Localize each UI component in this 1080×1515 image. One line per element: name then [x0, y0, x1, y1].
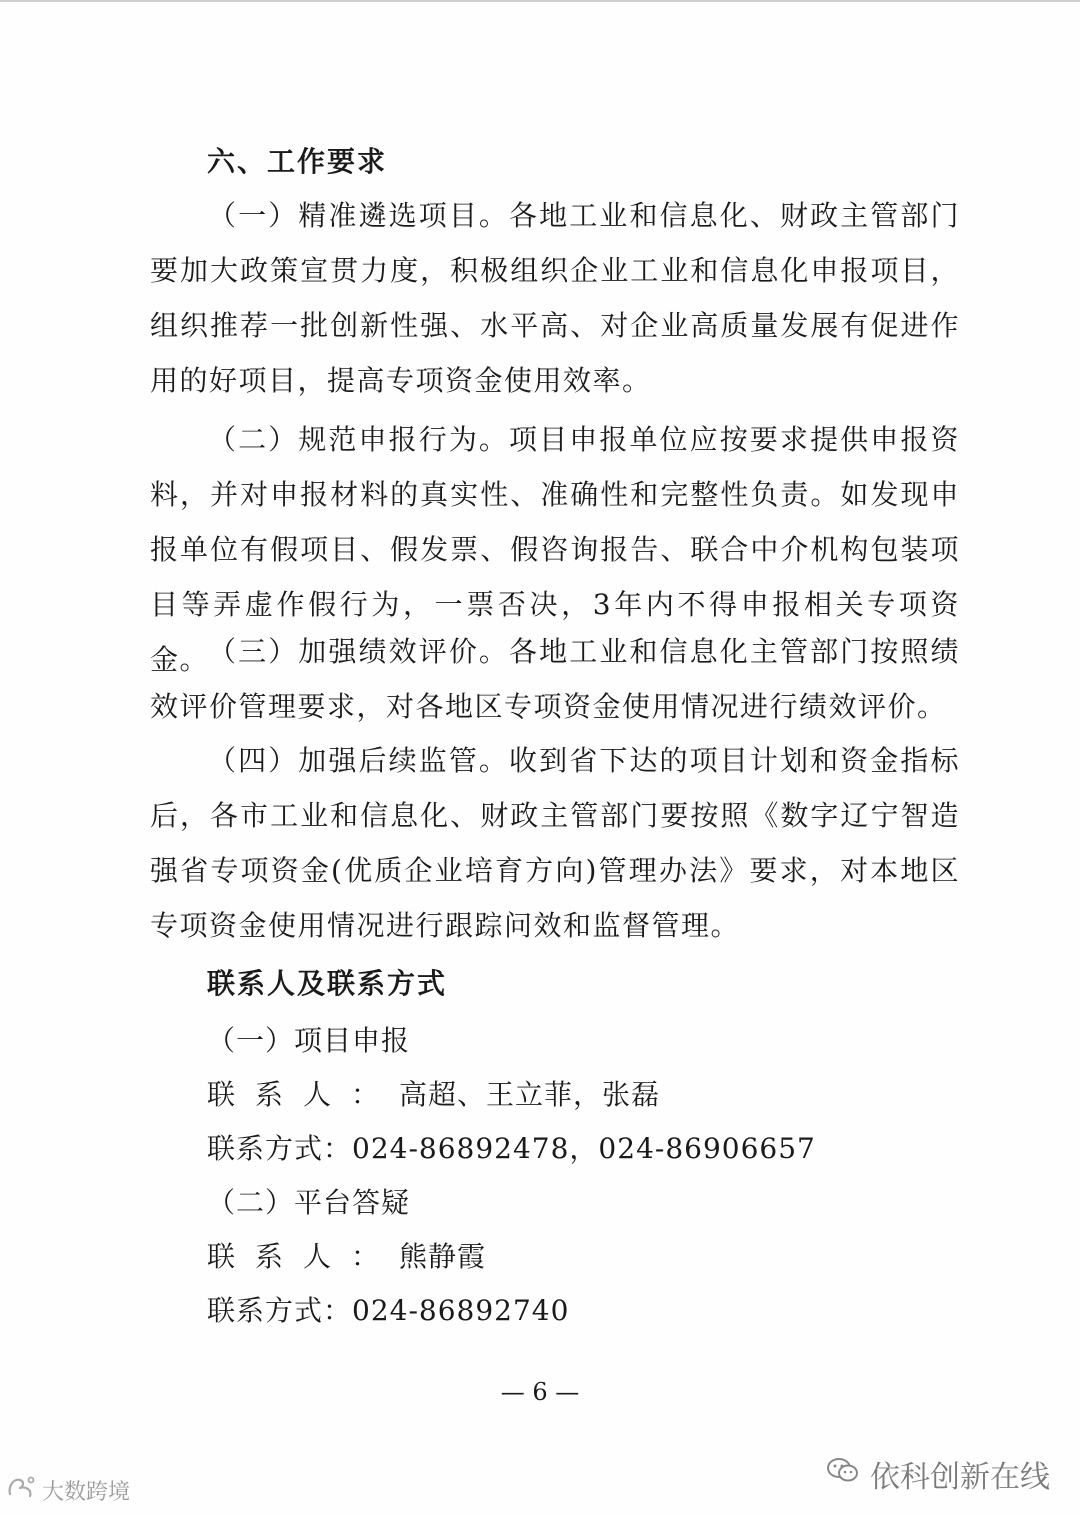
watermark-left-text: 大数跨境 [42, 1479, 131, 1505]
watermark-left [6, 1474, 130, 1506]
paragraph-3: （三）加强绩效评价。各地工业和信息化主管部门按照绩效评价管理要求，对各地区专项资金使用情况进行绩效评价。 [150, 635, 960, 723]
paragraph-1: （一）精准遴选项目。各地工业和信息化、财政主管部门要加大政策宣贯力度，积极组织企业工业和信息化申报项目，组织推荐一批创新性强、水平高、对企业高质量发展有促进作用的好项目，提高专项资金使用效率。 [150, 199, 960, 397]
contact-person-names: 高超、王立菲，张磊 [399, 1078, 661, 1111]
watermark-right-text: 依科创新在线 [870, 1460, 1050, 1495]
platform-contact-person-line [207, 1235, 486, 1275]
platform-qa-title: （二）平台答疑 [207, 1186, 411, 1219]
paragraph-4: （四）加强后续监管。收到省下达的项目计划和资金指标后，各市工业和信息化、财政主管部门要按照《数字辽宁智造强省专项资金(优质企业培育方向)管理办法》要求，对本地区专项资金使用情况进行跟踪问效和监督管理。 [150, 744, 960, 942]
wechat-icon [826, 1456, 860, 1492]
watermark-right [826, 1452, 1050, 1496]
contact-phone-label: 联系方式： [207, 1132, 353, 1165]
contact-person-label: 联系人： [207, 1078, 400, 1111]
contact-person-label: 联系人： [207, 1240, 400, 1273]
contact-phone-label: 联系方式： [207, 1294, 353, 1327]
page-top-edge [0, 0, 1080, 2]
project-contact-person-line [207, 1073, 660, 1113]
paragraph-2: （二）规范申报行为。项目申报单位应按要求提供申报资料，并对申报材料的真实性、准确性和完整性负责。如发现申报单位有假项目、假发票、假咨询报告、联合中介机构包装项目等弄虚作假行为，一票否决，3年内不得申报相关专项资金。 [150, 423, 960, 676]
section-title: 六、工作要求 [207, 145, 388, 178]
contact-heading: 联系人及联系方式 [207, 967, 448, 1000]
brand-logo-icon [6, 1474, 36, 1506]
contact-phone-number: 024-86892740 [352, 1294, 570, 1327]
platform-contact-phone-line [207, 1289, 569, 1329]
project-contact-phone-line [207, 1127, 816, 1167]
project-apply-title: （一）项目申报 [207, 1024, 411, 1057]
contact-phone-numbers: 024-86892478，024-86906657 [352, 1132, 816, 1165]
page-number: — 6 — [500, 1378, 580, 1406]
contact-person-name: 熊静霞 [399, 1240, 487, 1273]
